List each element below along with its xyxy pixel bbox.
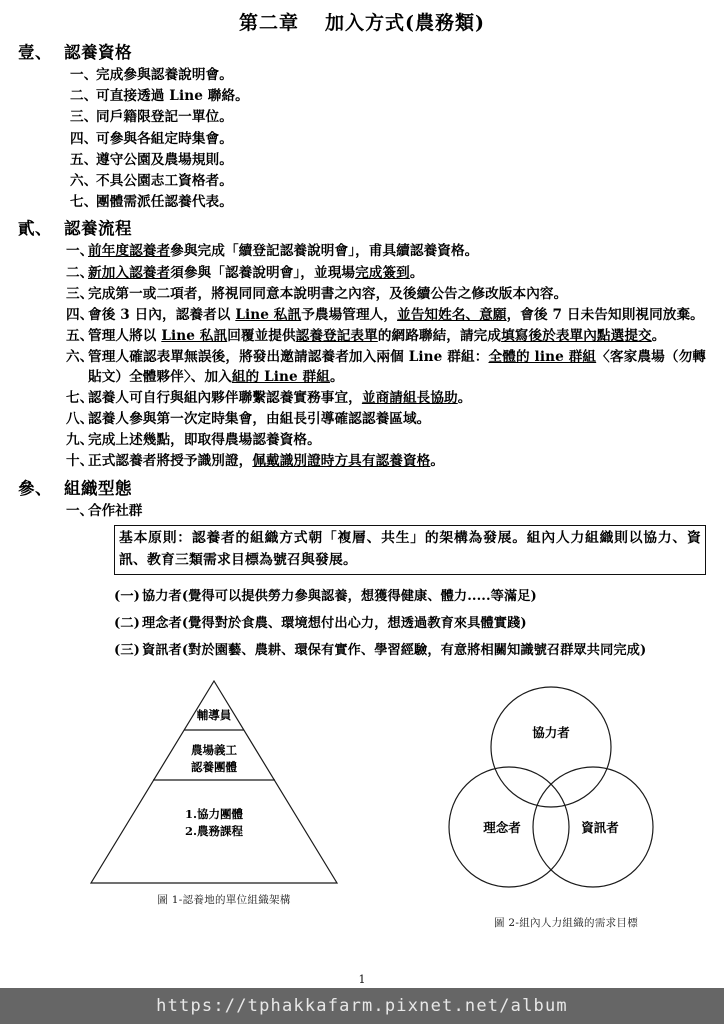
list-item xyxy=(18,409,706,429)
venn-label-right: 資訊者 xyxy=(581,819,619,835)
list-item-text: 可參與各組定時集會。 xyxy=(96,130,233,147)
section-heading-3 xyxy=(18,478,706,499)
list-item-label: (二) xyxy=(114,616,140,632)
sub-item-cooperative-group xyxy=(18,501,706,521)
section-heading-1 xyxy=(18,42,706,63)
venn-label-top: 協力者 xyxy=(532,724,570,740)
role-type-list xyxy=(114,587,706,660)
list-item xyxy=(114,614,706,633)
list-item xyxy=(18,192,706,212)
list-item-number: 二、 xyxy=(70,88,98,105)
section-title-1: 認養資格 xyxy=(64,42,132,62)
list-item-text: 完成上述幾點，即取得農場認養資格。 xyxy=(88,432,321,449)
pyramid-tier-2-label-line2: 認養團體 xyxy=(191,759,237,774)
section-marker-3: 參、 xyxy=(18,478,52,498)
venn-circle-top xyxy=(491,687,611,807)
list-item-number: 五、 xyxy=(66,327,94,344)
list-item-label: (三) xyxy=(114,643,140,659)
list-item xyxy=(18,65,706,85)
pyramid-tier-3-label-line1: 1.協力團體 xyxy=(184,806,244,821)
list-item-text: 可直接透過 Line 聯絡。 xyxy=(96,88,249,105)
watermark-bar xyxy=(0,988,724,1024)
section-heading-2 xyxy=(18,218,706,239)
list-item-text: 新加入認養者須參與「認養說明會」，並現場完成簽到。 xyxy=(88,264,424,281)
list-item xyxy=(18,86,706,106)
section-title-3: 組織型態 xyxy=(64,478,132,498)
list-item-text: 會後 3 日內，認養者以 Line 私訊予農場管理人，並告知姓名、意願，會後 7 日未告知則視同放棄。 xyxy=(88,306,704,323)
list-item-number: 七、 xyxy=(66,390,94,407)
section-2-item-list xyxy=(18,241,706,471)
sub-item-text: 合作社群 xyxy=(88,503,143,520)
pyramid-tier-3-label-line2: 2.農務課程 xyxy=(184,823,244,838)
list-item-number: 四、 xyxy=(66,306,94,323)
list-item-number: 九、 xyxy=(66,432,94,449)
list-item xyxy=(18,150,706,170)
section-title-2: 認養流程 xyxy=(64,218,132,238)
pyramid-tier-2-label-line1: 農場義工 xyxy=(191,742,237,757)
list-item-text: 協力者(覺得可以提供勞力參與認養，想獲得健康、體力.....等滿足) xyxy=(141,589,537,605)
venn-diagram xyxy=(416,675,686,905)
basic-principle-box: 基本原則：認養者的組織方式朝「複層、共生」的架構為發展。組內人力組織則以協力、資訊、教育三類需求目標為號召與發展。 xyxy=(114,525,706,575)
list-item-text: 管理人將以 Line 私訊回覆並提供認養登記表單的網路聯結，請完成填寫後於表單內點選提交。 xyxy=(88,327,666,344)
list-item xyxy=(18,305,706,325)
figure-venn xyxy=(416,675,716,930)
list-item-text: 理念者(覺得對於食農、環境想付出心力，想透過教育來具體實踐) xyxy=(141,616,527,632)
list-item-number: 二、 xyxy=(66,264,94,281)
page-title xyxy=(18,12,706,36)
list-item-number: 三、 xyxy=(66,285,94,302)
list-item-number: 十、 xyxy=(66,453,94,470)
list-item xyxy=(18,171,706,191)
page-number: 1 xyxy=(358,973,366,986)
list-item-number: 六、 xyxy=(66,348,94,365)
section-1-item-list xyxy=(18,65,706,212)
figure-2-caption: 圖 2-組內人力組織的需求目標 xyxy=(493,916,639,929)
list-item xyxy=(18,388,706,408)
list-item xyxy=(114,641,706,660)
pyramid-diagram xyxy=(64,675,364,890)
list-item xyxy=(18,129,706,149)
list-item-number: 一、 xyxy=(70,67,98,84)
section-marker-2: 貳、 xyxy=(18,218,52,238)
list-item xyxy=(114,587,706,606)
list-item-text: 認養人可自行與組內夥伴聯繫認養實務事宜，並商請組長協助。 xyxy=(88,390,472,407)
list-item-text: 不具公園志工資格者。 xyxy=(96,172,233,189)
list-item-label: (一) xyxy=(114,589,140,605)
list-item xyxy=(18,430,706,450)
list-item-text: 完成參與認養說明會。 xyxy=(96,67,233,84)
list-item xyxy=(18,347,706,387)
list-item-number: 一、 xyxy=(66,243,94,260)
list-item-text: 資訊者(對於園藝、農耕、環保有實作、學習經驗，有意將相關知識號召群眾共同完成) xyxy=(141,643,647,659)
list-item xyxy=(18,326,706,346)
list-item-number: 八、 xyxy=(66,411,94,428)
list-item-number: 五、 xyxy=(70,151,98,168)
list-item-text: 認養人參與第一次定時集會，由組長引導確認認養區域。 xyxy=(88,411,431,428)
list-item-number: 三、 xyxy=(70,109,98,126)
section-marker-1: 壹、 xyxy=(18,42,52,62)
list-item xyxy=(18,451,706,471)
list-item-text: 遵守公園及農場規則。 xyxy=(96,151,233,168)
list-item-text: 正式認養者將授予識別證，佩戴識別證時方具有認養資格。 xyxy=(88,453,445,470)
list-item-text: 團體需派任認養代表。 xyxy=(96,193,233,210)
list-item-number: 四、 xyxy=(70,130,98,147)
list-item-text: 管理人確認表單無誤後，將發出邀請認養者加入兩個 Line 群組：全體的 line 群組〈客家農場（勿轉貼文）全體夥伴〉、加入組的 Line 群組。 xyxy=(88,348,707,386)
list-item-text: 完成第一或二項者，將視同同意本說明書之內容，及後續公告之修改版本內容。 xyxy=(88,285,568,302)
list-item-number: 六、 xyxy=(70,172,98,189)
figures-row xyxy=(18,675,706,929)
watermark-url: https://tphakkafarm.pixnet.net/album xyxy=(156,996,568,1016)
list-item xyxy=(18,107,706,127)
list-item-number: 七、 xyxy=(70,193,98,210)
list-item xyxy=(18,263,706,283)
list-item-text: 同戶籍限登記一單位。 xyxy=(96,109,233,126)
list-item xyxy=(18,241,706,261)
pyramid-tier-1-label: 輔導員 xyxy=(196,707,232,722)
list-item xyxy=(18,284,706,304)
sub-item-number: 一、 xyxy=(66,503,94,520)
figure-1-caption: 圖 1-認養地的單位組織架構 xyxy=(157,893,291,906)
title-main: 加入方式(農務類) xyxy=(325,12,485,34)
title-chapter: 第二章 xyxy=(239,12,300,34)
list-item-text: 前年度認養者參與完成「續登記認養說明會」，甫具續認養資格。 xyxy=(88,243,479,260)
venn-label-left: 理念者 xyxy=(483,819,521,835)
figure-pyramid xyxy=(64,675,384,907)
